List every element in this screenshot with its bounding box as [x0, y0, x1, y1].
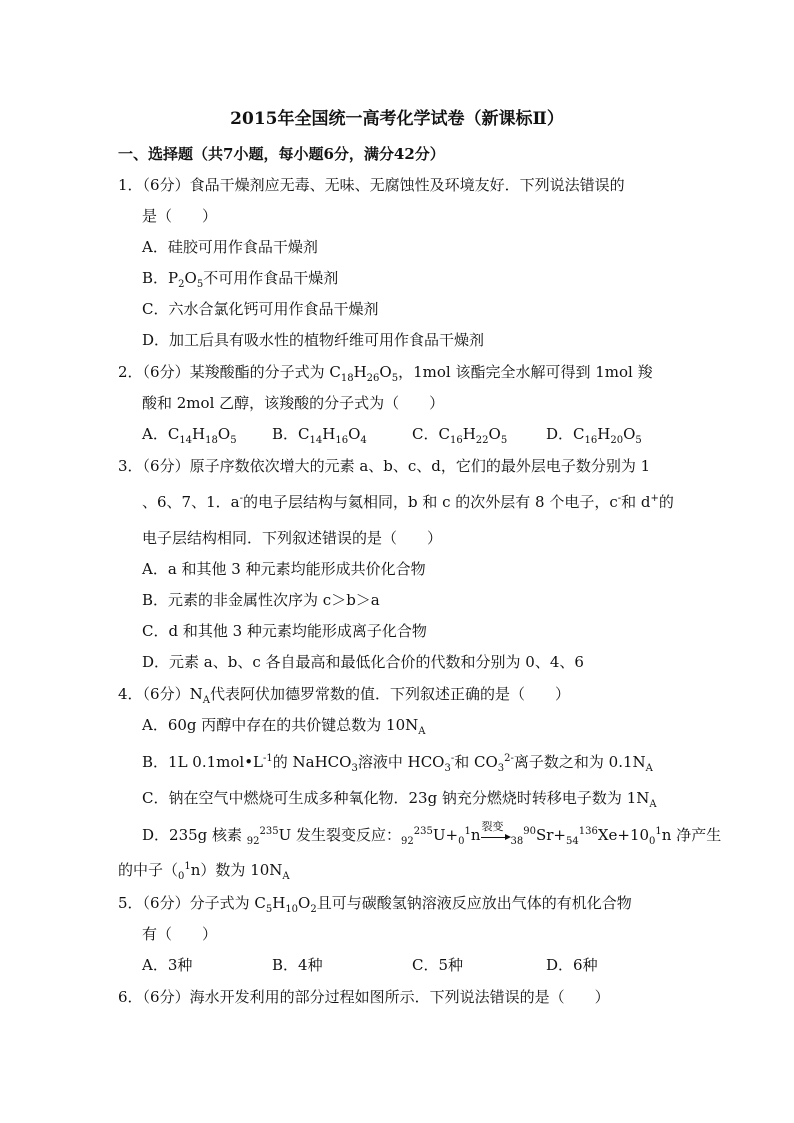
question-4-option-d-cont: 的中子$(_0^1n)$数为 $10N_A$: [118, 861, 290, 882]
question-3-option-a: A．a 和其他 3 种元素均能形成共价化合物: [142, 560, 426, 578]
question-2-option-b: B．$C_{14}H_{16}O_4$: [272, 425, 367, 446]
question-5-stem-cont: 有（ ）: [142, 925, 218, 943]
question-4-option-c: C．钠在空气中燃烧可生成多种氧化物．23g 钠充分燃烧时转移电子数为 $1N_A$: [142, 789, 657, 810]
page-title: 2015年全国统一高考化学试卷（新课标Ⅱ）: [230, 109, 564, 129]
question-4-option-a: A．60g 丙醇中存在的共价键总数为 $10N_A$: [142, 716, 426, 737]
question-1-option-a: A．硅胶可用作食品干燥剂: [142, 238, 318, 256]
question-2-option-d: D．$C_{16}H_{20}O_5$: [546, 425, 642, 446]
question-5-stem: 5．（6分）分子式为 $C_5H_{10}O_2$且可与碳酸氢钠溶液反应放出气体的有机化合物: [118, 894, 632, 915]
question-4-option-d: D．235g 核素 $_{92}^{235}$U 发生裂变反应：$_{92}^{235}U+_0^1n$ 裂变 $_{38}^{90}Sr+_{54}^{136}Xe+10_0^1n$ 净产生: [142, 825, 721, 845]
question-3-stem-cont: 、6、7、1．a-的电子层结构与氦相同，b 和 c 的次外层有 8 个电子，c-和 d+的: [142, 493, 674, 511]
question-1-option-c: C．六水合氯化钙可用作食品干燥剂: [142, 300, 379, 318]
question-2-stem-cont: 酸和 2mol 乙醇，该羧酸的分子式为（ ）: [142, 394, 445, 412]
question-6-stem: 6．（6分）海水开发利用的部分过程如图所示．下列说法错误的是（ ）: [118, 988, 610, 1006]
question-5-option-b: B．4种: [272, 956, 323, 974]
question-3-stem-cont2: 电子层结构相同．下列叙述错误的是（ ）: [142, 529, 443, 547]
question-2-option-c: C．$C_{16}H_{22}O_5$: [412, 425, 508, 446]
question-1-stem: 1．（6分）食品干燥剂应无毒、无味、无腐蚀性及环境友好．下列说法错误的: [118, 176, 625, 194]
question-1-option-d: D．加工后具有吸水性的植物纤维可用作食品干燥剂: [142, 331, 485, 349]
question-3-option-c: C．d 和其他 3 种元素均能形成离子化合物: [142, 622, 427, 640]
question-4-stem: 4．（6分）$N_A$代表阿伏加德罗常数的值．下列叙述正确的是（ ）: [118, 685, 570, 706]
question-3-option-d: D．元素 a、b、c 各自最高和最低化合价的代数和分别为 0、4、6: [142, 653, 584, 671]
question-5-option-c: C．5种: [412, 956, 464, 974]
section-heading: 一、选择题（共7小题，每小题6分，满分42分）: [118, 145, 445, 163]
question-5-option-d: D．6种: [546, 956, 598, 974]
question-3-stem: 3．（6分）原子序数依次增大的元素 a、b、c、d，它们的最外层电子数分别为 1: [118, 457, 651, 475]
question-5-option-a: A．3种: [142, 956, 193, 974]
question-1-option-b: B．$P_2O_5$不可用作食品干燥剂: [142, 269, 339, 290]
question-2-stem: 2．（6分）某羧酸酯的分子式为 $C_{18}H_{26}O_5$，1mol 该酯完全水解可得到 1mol 羧: [118, 363, 653, 384]
question-3-option-b: B．元素的非金属性次序为 c＞b＞a: [142, 591, 380, 609]
arrow-label: 裂变: [481, 820, 504, 833]
reaction-arrow-icon: [481, 820, 511, 842]
question-2-option-a: A．$C_{14}H_{18}O_5$: [142, 425, 237, 446]
question-1-stem-cont: 是（ ）: [142, 207, 218, 225]
question-4-option-b: B．1L $0.1mol•L^{-1}$的 NaHCO$_3$溶液中 $HCO_3^-$和 $CO_3^{2-}$离子数之和为 $0.1N_A$: [142, 753, 653, 774]
